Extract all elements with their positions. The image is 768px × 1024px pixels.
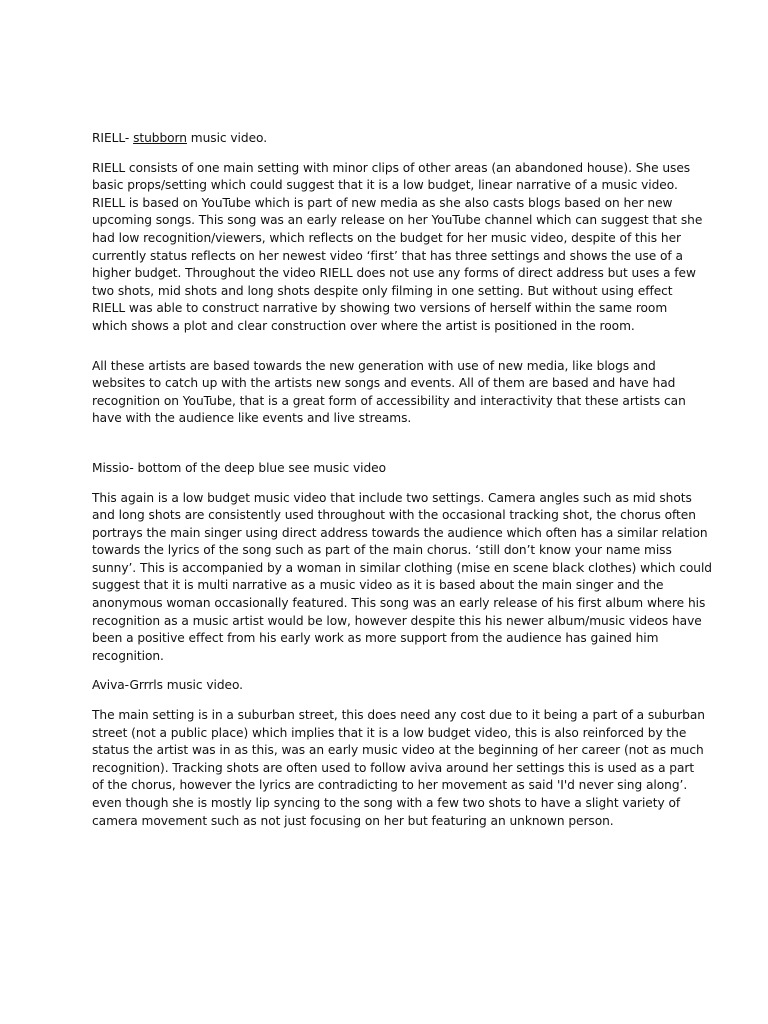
paragraph-line: have with the audience like events and live streams. xyxy=(92,411,412,426)
heading-riell-suffix: music video. xyxy=(186,131,268,145)
paragraph-line: anonymous woman occasionally featured. This song was an early release of his first album where his xyxy=(92,596,706,611)
paragraph-line: recognition as a music artist would be low, however despite this his newer album/music videos have xyxy=(92,613,702,628)
paragraph-line: This again is a low budget music video that include two settings. Camera angles such as mid shots xyxy=(92,490,692,505)
paragraph-line: higher budget. Throughout the video RIELL does not use any forms of direct address but uses a few xyxy=(92,266,696,281)
heading-riell-prefix: RIELL- xyxy=(92,131,134,145)
paragraph-missio xyxy=(92,490,712,666)
paragraph-artists-summary xyxy=(92,358,686,428)
heading-riell xyxy=(92,130,682,148)
paragraph-line: basic props/setting which could suggest that it is a low budget, linear narrative of a music video. xyxy=(92,178,678,193)
paragraph-line: which shows a plot and clear construction over where the artist is positioned in the room. xyxy=(92,318,635,333)
paragraph-line: street (not a public place) which implies that it is a low budget video, this is also reinforced by the xyxy=(92,725,687,740)
paragraph-line: RIELL is based on YouTube which is part of new media as she also casts blogs based on her new xyxy=(92,195,673,210)
paragraph-line: towards the lyrics of the song such as part of the main chorus. ‘still don’t know your name miss xyxy=(92,543,672,558)
paragraph-line: recognition. xyxy=(92,648,164,663)
paragraph-line: camera movement such as not just focusing on her but featuring an unknown person. xyxy=(92,813,614,828)
paragraph-line: RIELL was able to construct narrative by showing two versions of herself within the same room xyxy=(92,301,668,316)
paragraph-line: had low recognition/viewers, which reflects on the budget for her music video, despite of this her xyxy=(92,230,681,245)
paragraph-line: websites to catch up with the artists new songs and events. All of them are based and have had xyxy=(92,376,676,391)
heading-riell-underlined-word: stubborn xyxy=(133,131,187,145)
paragraph-line: RIELL consists of one main setting with minor clips of other areas (an abandoned house). She uses xyxy=(92,160,691,175)
paragraph-line: portrays the main singer using direct address towards the audience which often has a similar relation xyxy=(92,525,708,540)
heading-aviva: Aviva-Grrrls music video. xyxy=(92,678,244,693)
document-body xyxy=(92,130,712,842)
heading-missio: Missio- bottom of the deep blue see music video xyxy=(92,460,387,475)
paragraph-line: upcoming songs. This song was an early release on her YouTube channel which can suggest that she xyxy=(92,213,703,228)
paragraph-riell xyxy=(92,160,703,336)
paragraph-line: sunny’. This is accompanied by a woman in similar clothing (mise en scene black clothes) which could xyxy=(92,560,712,575)
paragraph-line: status the artist was in as this, was an early music video at the beginning of her career (not as much xyxy=(92,743,704,758)
paragraph-line: of the chorus, however the lyrics are contradicting to her movement as said 'I'd never sing along’. xyxy=(92,778,688,793)
paragraph-line: All these artists are based towards the new generation with use of new media, like blogs and xyxy=(92,358,656,373)
paragraph-line: two shots, mid shots and long shots despite only filming in one setting. But without using effect xyxy=(92,283,673,298)
paragraph-line: The main setting is in a suburban street, this does need any cost due to it being a part of a suburban xyxy=(92,708,705,723)
paragraph-line: and long shots are consistently used throughout with the occasional tracking shot, the chorus often xyxy=(92,508,696,523)
paragraph-line: been a positive effect from his early work as more support from the audience has gained him xyxy=(92,631,659,646)
paragraph-line: recognition). Tracking shots are often used to follow aviva around her settings this is used as a part xyxy=(92,760,695,775)
paragraph-aviva xyxy=(92,707,705,830)
paragraph-line: recognition on YouTube, that is a great form of accessibility and interactivity that these artists can xyxy=(92,393,686,408)
paragraph-line: even though she is mostly lip syncing to the song with a few two shots to have a slight variety of xyxy=(92,796,681,810)
paragraph-line: suggest that it is multi narrative as a music video as it is based about the main singer and the xyxy=(92,578,664,593)
paragraph-line: currently status reflects on her newest video ‘first’ that has three settings and shows the use of a xyxy=(92,248,683,263)
